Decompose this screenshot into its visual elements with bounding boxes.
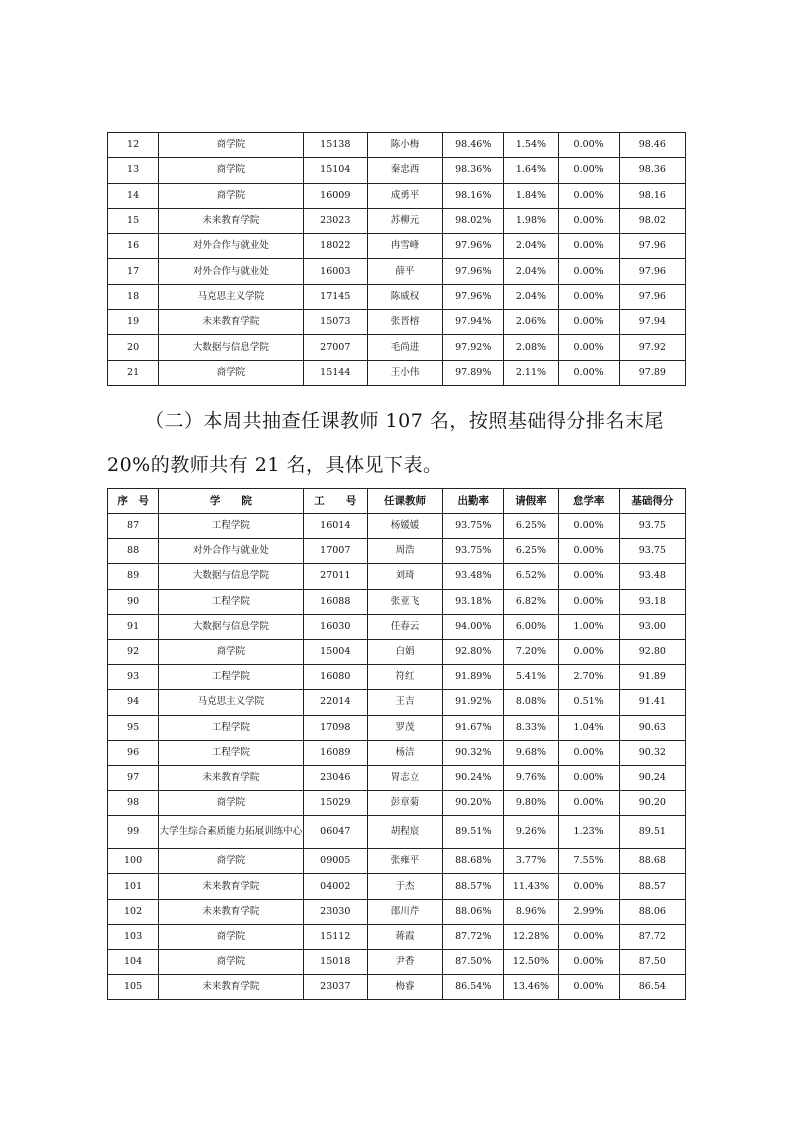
cell-index: 104 — [108, 950, 159, 975]
cell-attendance-rate: 90.32% — [443, 740, 504, 765]
cell-staff-id: 18022 — [303, 234, 367, 259]
cell-absence-rate: 0.00% — [558, 514, 619, 539]
table-row — [108, 284, 686, 309]
cell-absence-rate: 0.00% — [558, 765, 619, 790]
table-row — [108, 335, 686, 360]
cell-leave-rate: 2.04% — [504, 259, 558, 284]
cell-absence-rate: 0.00% — [558, 360, 619, 385]
cell-teacher: 彭章菊 — [367, 791, 442, 816]
cell-college: 大数据与信息学院 — [159, 614, 304, 639]
cell-base-score: 97.94 — [619, 310, 685, 335]
cell-absence-rate: 2.99% — [558, 899, 619, 924]
cell-index: 91 — [108, 614, 159, 639]
cell-college: 未来教育学院 — [159, 874, 304, 899]
cell-college: 商学院 — [159, 791, 304, 816]
cell-college: 对外合作与就业处 — [159, 539, 304, 564]
cell-index: 101 — [108, 874, 159, 899]
top-table-body — [108, 133, 686, 386]
header-absence-rate: 怠学率 — [558, 489, 619, 514]
cell-base-score: 98.16 — [619, 183, 685, 208]
cell-teacher: 任春云 — [367, 614, 442, 639]
cell-teacher: 秦忠西 — [367, 158, 442, 183]
cell-base-score: 88.57 — [619, 874, 685, 899]
cell-staff-id: 22014 — [303, 690, 367, 715]
cell-base-score: 93.48 — [619, 564, 685, 589]
cell-college: 马克思主义学院 — [159, 284, 304, 309]
table-row — [108, 589, 686, 614]
cell-base-score: 93.18 — [619, 589, 685, 614]
cell-absence-rate: 7.55% — [558, 849, 619, 874]
cell-base-score: 98.46 — [619, 133, 685, 158]
cell-college: 商学院 — [159, 133, 304, 158]
cell-absence-rate: 0.51% — [558, 690, 619, 715]
cell-attendance-rate: 94.00% — [443, 614, 504, 639]
cell-base-score: 91.89 — [619, 665, 685, 690]
cell-attendance-rate: 98.46% — [443, 133, 504, 158]
table-row — [108, 665, 686, 690]
header-leave-rate: 请假率 — [504, 489, 558, 514]
cell-attendance-rate: 89.51% — [443, 816, 504, 849]
cell-staff-id: 16014 — [303, 514, 367, 539]
cell-attendance-rate: 87.72% — [443, 924, 504, 949]
cell-attendance-rate: 97.92% — [443, 335, 504, 360]
cell-teacher: 王吉 — [367, 690, 442, 715]
cell-attendance-rate: 91.92% — [443, 690, 504, 715]
cell-base-score: 90.20 — [619, 791, 685, 816]
cell-index: 105 — [108, 975, 159, 1000]
cell-index: 13 — [108, 158, 159, 183]
cell-staff-id: 16080 — [303, 665, 367, 690]
cell-teacher: 陈小梅 — [367, 133, 442, 158]
cell-attendance-rate: 93.48% — [443, 564, 504, 589]
cell-teacher: 尹香 — [367, 950, 442, 975]
cell-leave-rate: 6.52% — [504, 564, 558, 589]
cell-staff-id: 15004 — [303, 639, 367, 664]
cell-leave-rate: 2.06% — [504, 310, 558, 335]
cell-attendance-rate: 88.06% — [443, 899, 504, 924]
cell-index: 88 — [108, 539, 159, 564]
cell-absence-rate: 2.70% — [558, 665, 619, 690]
cell-base-score: 97.89 — [619, 360, 685, 385]
cell-index: 18 — [108, 284, 159, 309]
cell-staff-id: 16088 — [303, 589, 367, 614]
cell-teacher: 罗茂 — [367, 715, 442, 740]
cell-leave-rate: 2.04% — [504, 234, 558, 259]
cell-attendance-rate: 93.18% — [443, 589, 504, 614]
header-college: 学 院 — [159, 489, 304, 514]
cell-leave-rate: 1.54% — [504, 133, 558, 158]
cell-staff-id: 17007 — [303, 539, 367, 564]
cell-staff-id: 16009 — [303, 183, 367, 208]
cell-college: 商学院 — [159, 360, 304, 385]
table-row — [108, 765, 686, 790]
table-row — [108, 208, 686, 233]
table-row — [108, 564, 686, 589]
cell-leave-rate: 11.43% — [504, 874, 558, 899]
table-row — [108, 183, 686, 208]
cell-college: 商学院 — [159, 924, 304, 949]
top-ranking-table — [107, 132, 686, 386]
cell-attendance-rate: 91.89% — [443, 665, 504, 690]
cell-staff-id: 17145 — [303, 284, 367, 309]
cell-leave-rate: 2.04% — [504, 284, 558, 309]
header-attendance-rate: 出勤率 — [443, 489, 504, 514]
cell-leave-rate: 3.77% — [504, 849, 558, 874]
cell-college: 未来教育学院 — [159, 975, 304, 1000]
cell-leave-rate: 6.82% — [504, 589, 558, 614]
cell-absence-rate: 0.00% — [558, 183, 619, 208]
table-row — [108, 924, 686, 949]
cell-absence-rate: 0.00% — [558, 564, 619, 589]
cell-base-score: 87.72 — [619, 924, 685, 949]
cell-index: 90 — [108, 589, 159, 614]
cell-staff-id: 23030 — [303, 899, 367, 924]
cell-teacher: 杨媛媛 — [367, 514, 442, 539]
table-row — [108, 816, 686, 849]
table-row — [108, 360, 686, 385]
cell-base-score: 90.32 — [619, 740, 685, 765]
cell-staff-id: 15138 — [303, 133, 367, 158]
table-header-row — [108, 489, 686, 514]
cell-base-score: 89.51 — [619, 816, 685, 849]
cell-absence-rate: 0.00% — [558, 310, 619, 335]
cell-absence-rate: 0.00% — [558, 874, 619, 899]
cell-attendance-rate: 97.96% — [443, 234, 504, 259]
cell-college: 商学院 — [159, 183, 304, 208]
cell-base-score: 97.96 — [619, 259, 685, 284]
cell-teacher: 杨洁 — [367, 740, 442, 765]
table-row — [108, 514, 686, 539]
cell-staff-id: 27007 — [303, 335, 367, 360]
cell-staff-id: 23046 — [303, 765, 367, 790]
cell-index: 92 — [108, 639, 159, 664]
cell-teacher: 张亚飞 — [367, 589, 442, 614]
cell-leave-rate: 1.84% — [504, 183, 558, 208]
cell-index: 21 — [108, 360, 159, 385]
cell-attendance-rate: 93.75% — [443, 539, 504, 564]
cell-index: 16 — [108, 234, 159, 259]
cell-college: 大数据与信息学院 — [159, 335, 304, 360]
cell-attendance-rate: 90.20% — [443, 791, 504, 816]
cell-absence-rate: 1.04% — [558, 715, 619, 740]
cell-teacher: 符红 — [367, 665, 442, 690]
cell-college: 对外合作与就业处 — [159, 234, 304, 259]
cell-college: 工程学院 — [159, 589, 304, 614]
cell-base-score: 88.06 — [619, 899, 685, 924]
cell-attendance-rate: 87.50% — [443, 950, 504, 975]
table-row — [108, 950, 686, 975]
cell-index: 20 — [108, 335, 159, 360]
cell-leave-rate: 12.50% — [504, 950, 558, 975]
cell-teacher: 刘琦 — [367, 564, 442, 589]
cell-base-score: 90.63 — [619, 715, 685, 740]
cell-teacher: 苏柳元 — [367, 208, 442, 233]
cell-leave-rate: 13.46% — [504, 975, 558, 1000]
cell-teacher: 胡程宸 — [367, 816, 442, 849]
table-row — [108, 715, 686, 740]
cell-teacher: 于杰 — [367, 874, 442, 899]
cell-absence-rate: 0.00% — [558, 259, 619, 284]
cell-college: 商学院 — [159, 158, 304, 183]
table-row — [108, 310, 686, 335]
cell-staff-id: 15073 — [303, 310, 367, 335]
table-row — [108, 740, 686, 765]
cell-staff-id: 06047 — [303, 816, 367, 849]
cell-college: 未来教育学院 — [159, 765, 304, 790]
cell-index: 14 — [108, 183, 159, 208]
cell-index: 19 — [108, 310, 159, 335]
cell-college: 马克思主义学院 — [159, 690, 304, 715]
cell-leave-rate: 9.26% — [504, 816, 558, 849]
cell-college: 大数据与信息学院 — [159, 564, 304, 589]
cell-index: 17 — [108, 259, 159, 284]
cell-attendance-rate: 90.24% — [443, 765, 504, 790]
cell-index: 15 — [108, 208, 159, 233]
cell-index: 102 — [108, 899, 159, 924]
table-row — [108, 975, 686, 1000]
cell-attendance-rate: 88.57% — [443, 874, 504, 899]
cell-index: 98 — [108, 791, 159, 816]
cell-college: 商学院 — [159, 849, 304, 874]
table-row — [108, 874, 686, 899]
cell-staff-id: 16003 — [303, 259, 367, 284]
cell-teacher: 张雍平 — [367, 849, 442, 874]
cell-teacher: 张晋榕 — [367, 310, 442, 335]
cell-staff-id: 16030 — [303, 614, 367, 639]
cell-absence-rate: 0.00% — [558, 791, 619, 816]
cell-college: 未来教育学院 — [159, 899, 304, 924]
cell-staff-id: 09005 — [303, 849, 367, 874]
header-index: 序 号 — [108, 489, 159, 514]
cell-leave-rate: 1.98% — [504, 208, 558, 233]
paragraph-line-2: 20%的教师共有 21 名，具体见下表。 — [107, 454, 443, 476]
table-row — [108, 690, 686, 715]
cell-leave-rate: 2.08% — [504, 335, 558, 360]
cell-teacher: 胃志立 — [367, 765, 442, 790]
cell-absence-rate: 0.00% — [558, 208, 619, 233]
cell-base-score: 97.96 — [619, 234, 685, 259]
cell-base-score: 91.41 — [619, 690, 685, 715]
cell-teacher: 邵川芹 — [367, 899, 442, 924]
cell-attendance-rate: 97.94% — [443, 310, 504, 335]
cell-teacher: 梅睿 — [367, 975, 442, 1000]
cell-attendance-rate: 98.16% — [443, 183, 504, 208]
cell-attendance-rate: 92.80% — [443, 639, 504, 664]
table-row — [108, 639, 686, 664]
cell-teacher: 王小伟 — [367, 360, 442, 385]
table-row — [108, 539, 686, 564]
cell-teacher: 成勇平 — [367, 183, 442, 208]
bottom-table-body — [108, 514, 686, 1000]
header-teacher: 任课教师 — [367, 489, 442, 514]
table-row — [108, 849, 686, 874]
table-row — [108, 614, 686, 639]
cell-absence-rate: 0.00% — [558, 589, 619, 614]
bottom-ranking-table — [107, 488, 686, 1000]
cell-base-score: 92.80 — [619, 639, 685, 664]
cell-base-score: 98.02 — [619, 208, 685, 233]
cell-teacher: 陈威权 — [367, 284, 442, 309]
cell-attendance-rate: 98.02% — [443, 208, 504, 233]
cell-absence-rate: 0.00% — [558, 975, 619, 1000]
cell-index: 93 — [108, 665, 159, 690]
cell-leave-rate: 1.64% — [504, 158, 558, 183]
cell-absence-rate: 0.00% — [558, 639, 619, 664]
cell-staff-id: 23023 — [303, 208, 367, 233]
cell-index: 99 — [108, 816, 159, 849]
cell-college: 大学生综合素质能力拓展训练中心 — [159, 816, 304, 849]
cell-base-score: 97.96 — [619, 284, 685, 309]
cell-attendance-rate: 97.96% — [443, 284, 504, 309]
cell-staff-id: 15112 — [303, 924, 367, 949]
cell-college: 工程学院 — [159, 665, 304, 690]
cell-leave-rate: 7.20% — [504, 639, 558, 664]
cell-teacher: 白娟 — [367, 639, 442, 664]
cell-index: 12 — [108, 133, 159, 158]
cell-college: 工程学院 — [159, 740, 304, 765]
cell-staff-id: 27011 — [303, 564, 367, 589]
table-row — [108, 259, 686, 284]
cell-absence-rate: 0.00% — [558, 924, 619, 949]
paragraph-line-1: （二）本周共抽查任课教师 107 名，按照基础得分排名末尾 — [145, 410, 664, 432]
cell-attendance-rate: 97.96% — [443, 259, 504, 284]
table-row — [108, 234, 686, 259]
cell-staff-id: 04002 — [303, 874, 367, 899]
cell-base-score: 90.24 — [619, 765, 685, 790]
cell-staff-id: 15104 — [303, 158, 367, 183]
cell-staff-id: 15029 — [303, 791, 367, 816]
cell-index: 95 — [108, 715, 159, 740]
cell-index: 87 — [108, 514, 159, 539]
cell-staff-id: 16089 — [303, 740, 367, 765]
cell-base-score: 86.54 — [619, 975, 685, 1000]
cell-leave-rate: 5.41% — [504, 665, 558, 690]
cell-index: 94 — [108, 690, 159, 715]
cell-teacher: 周浩 — [367, 539, 442, 564]
cell-staff-id: 23037 — [303, 975, 367, 1000]
cell-staff-id: 15018 — [303, 950, 367, 975]
cell-leave-rate: 8.33% — [504, 715, 558, 740]
cell-absence-rate: 0.00% — [558, 133, 619, 158]
cell-attendance-rate: 97.89% — [443, 360, 504, 385]
cell-attendance-rate: 98.36% — [443, 158, 504, 183]
cell-absence-rate: 0.00% — [558, 335, 619, 360]
cell-attendance-rate: 93.75% — [443, 514, 504, 539]
cell-base-score: 97.92 — [619, 335, 685, 360]
cell-index: 103 — [108, 924, 159, 949]
cell-college: 商学院 — [159, 639, 304, 664]
cell-index: 96 — [108, 740, 159, 765]
cell-leave-rate: 8.08% — [504, 690, 558, 715]
header-base-score: 基础得分 — [619, 489, 685, 514]
cell-base-score: 98.36 — [619, 158, 685, 183]
cell-absence-rate: 1.23% — [558, 816, 619, 849]
cell-teacher: 冉雪峰 — [367, 234, 442, 259]
cell-absence-rate: 0.00% — [558, 158, 619, 183]
cell-base-score: 88.68 — [619, 849, 685, 874]
cell-leave-rate: 9.76% — [504, 765, 558, 790]
cell-staff-id: 15144 — [303, 360, 367, 385]
header-staff-id: 工 号 — [303, 489, 367, 514]
cell-teacher: 毛尚进 — [367, 335, 442, 360]
table-row — [108, 899, 686, 924]
cell-base-score: 87.50 — [619, 950, 685, 975]
cell-absence-rate: 0.00% — [558, 234, 619, 259]
cell-college: 工程学院 — [159, 514, 304, 539]
cell-index: 89 — [108, 564, 159, 589]
cell-attendance-rate: 91.67% — [443, 715, 504, 740]
table-row — [108, 133, 686, 158]
table-row — [108, 791, 686, 816]
cell-leave-rate: 12.28% — [504, 924, 558, 949]
cell-teacher: 薛平 — [367, 259, 442, 284]
cell-attendance-rate: 88.68% — [443, 849, 504, 874]
cell-base-score: 93.75 — [619, 539, 685, 564]
cell-college: 工程学院 — [159, 715, 304, 740]
cell-absence-rate: 0.00% — [558, 539, 619, 564]
cell-absence-rate: 0.00% — [558, 950, 619, 975]
cell-college: 对外合作与就业处 — [159, 259, 304, 284]
cell-teacher: 蒋霞 — [367, 924, 442, 949]
cell-staff-id: 17098 — [303, 715, 367, 740]
cell-leave-rate: 9.80% — [504, 791, 558, 816]
cell-base-score: 93.75 — [619, 514, 685, 539]
cell-leave-rate: 8.96% — [504, 899, 558, 924]
cell-college: 商学院 — [159, 950, 304, 975]
cell-college: 未来教育学院 — [159, 208, 304, 233]
cell-index: 97 — [108, 765, 159, 790]
cell-leave-rate: 2.11% — [504, 360, 558, 385]
cell-base-score: 93.00 — [619, 614, 685, 639]
cell-leave-rate: 6.25% — [504, 539, 558, 564]
cell-college: 未来教育学院 — [159, 310, 304, 335]
cell-absence-rate: 0.00% — [558, 284, 619, 309]
cell-leave-rate: 6.00% — [504, 614, 558, 639]
cell-absence-rate: 1.00% — [558, 614, 619, 639]
cell-leave-rate: 6.25% — [504, 514, 558, 539]
cell-absence-rate: 0.00% — [558, 740, 619, 765]
cell-leave-rate: 9.68% — [504, 740, 558, 765]
cell-index: 100 — [108, 849, 159, 874]
cell-attendance-rate: 86.54% — [443, 975, 504, 1000]
table-row — [108, 158, 686, 183]
